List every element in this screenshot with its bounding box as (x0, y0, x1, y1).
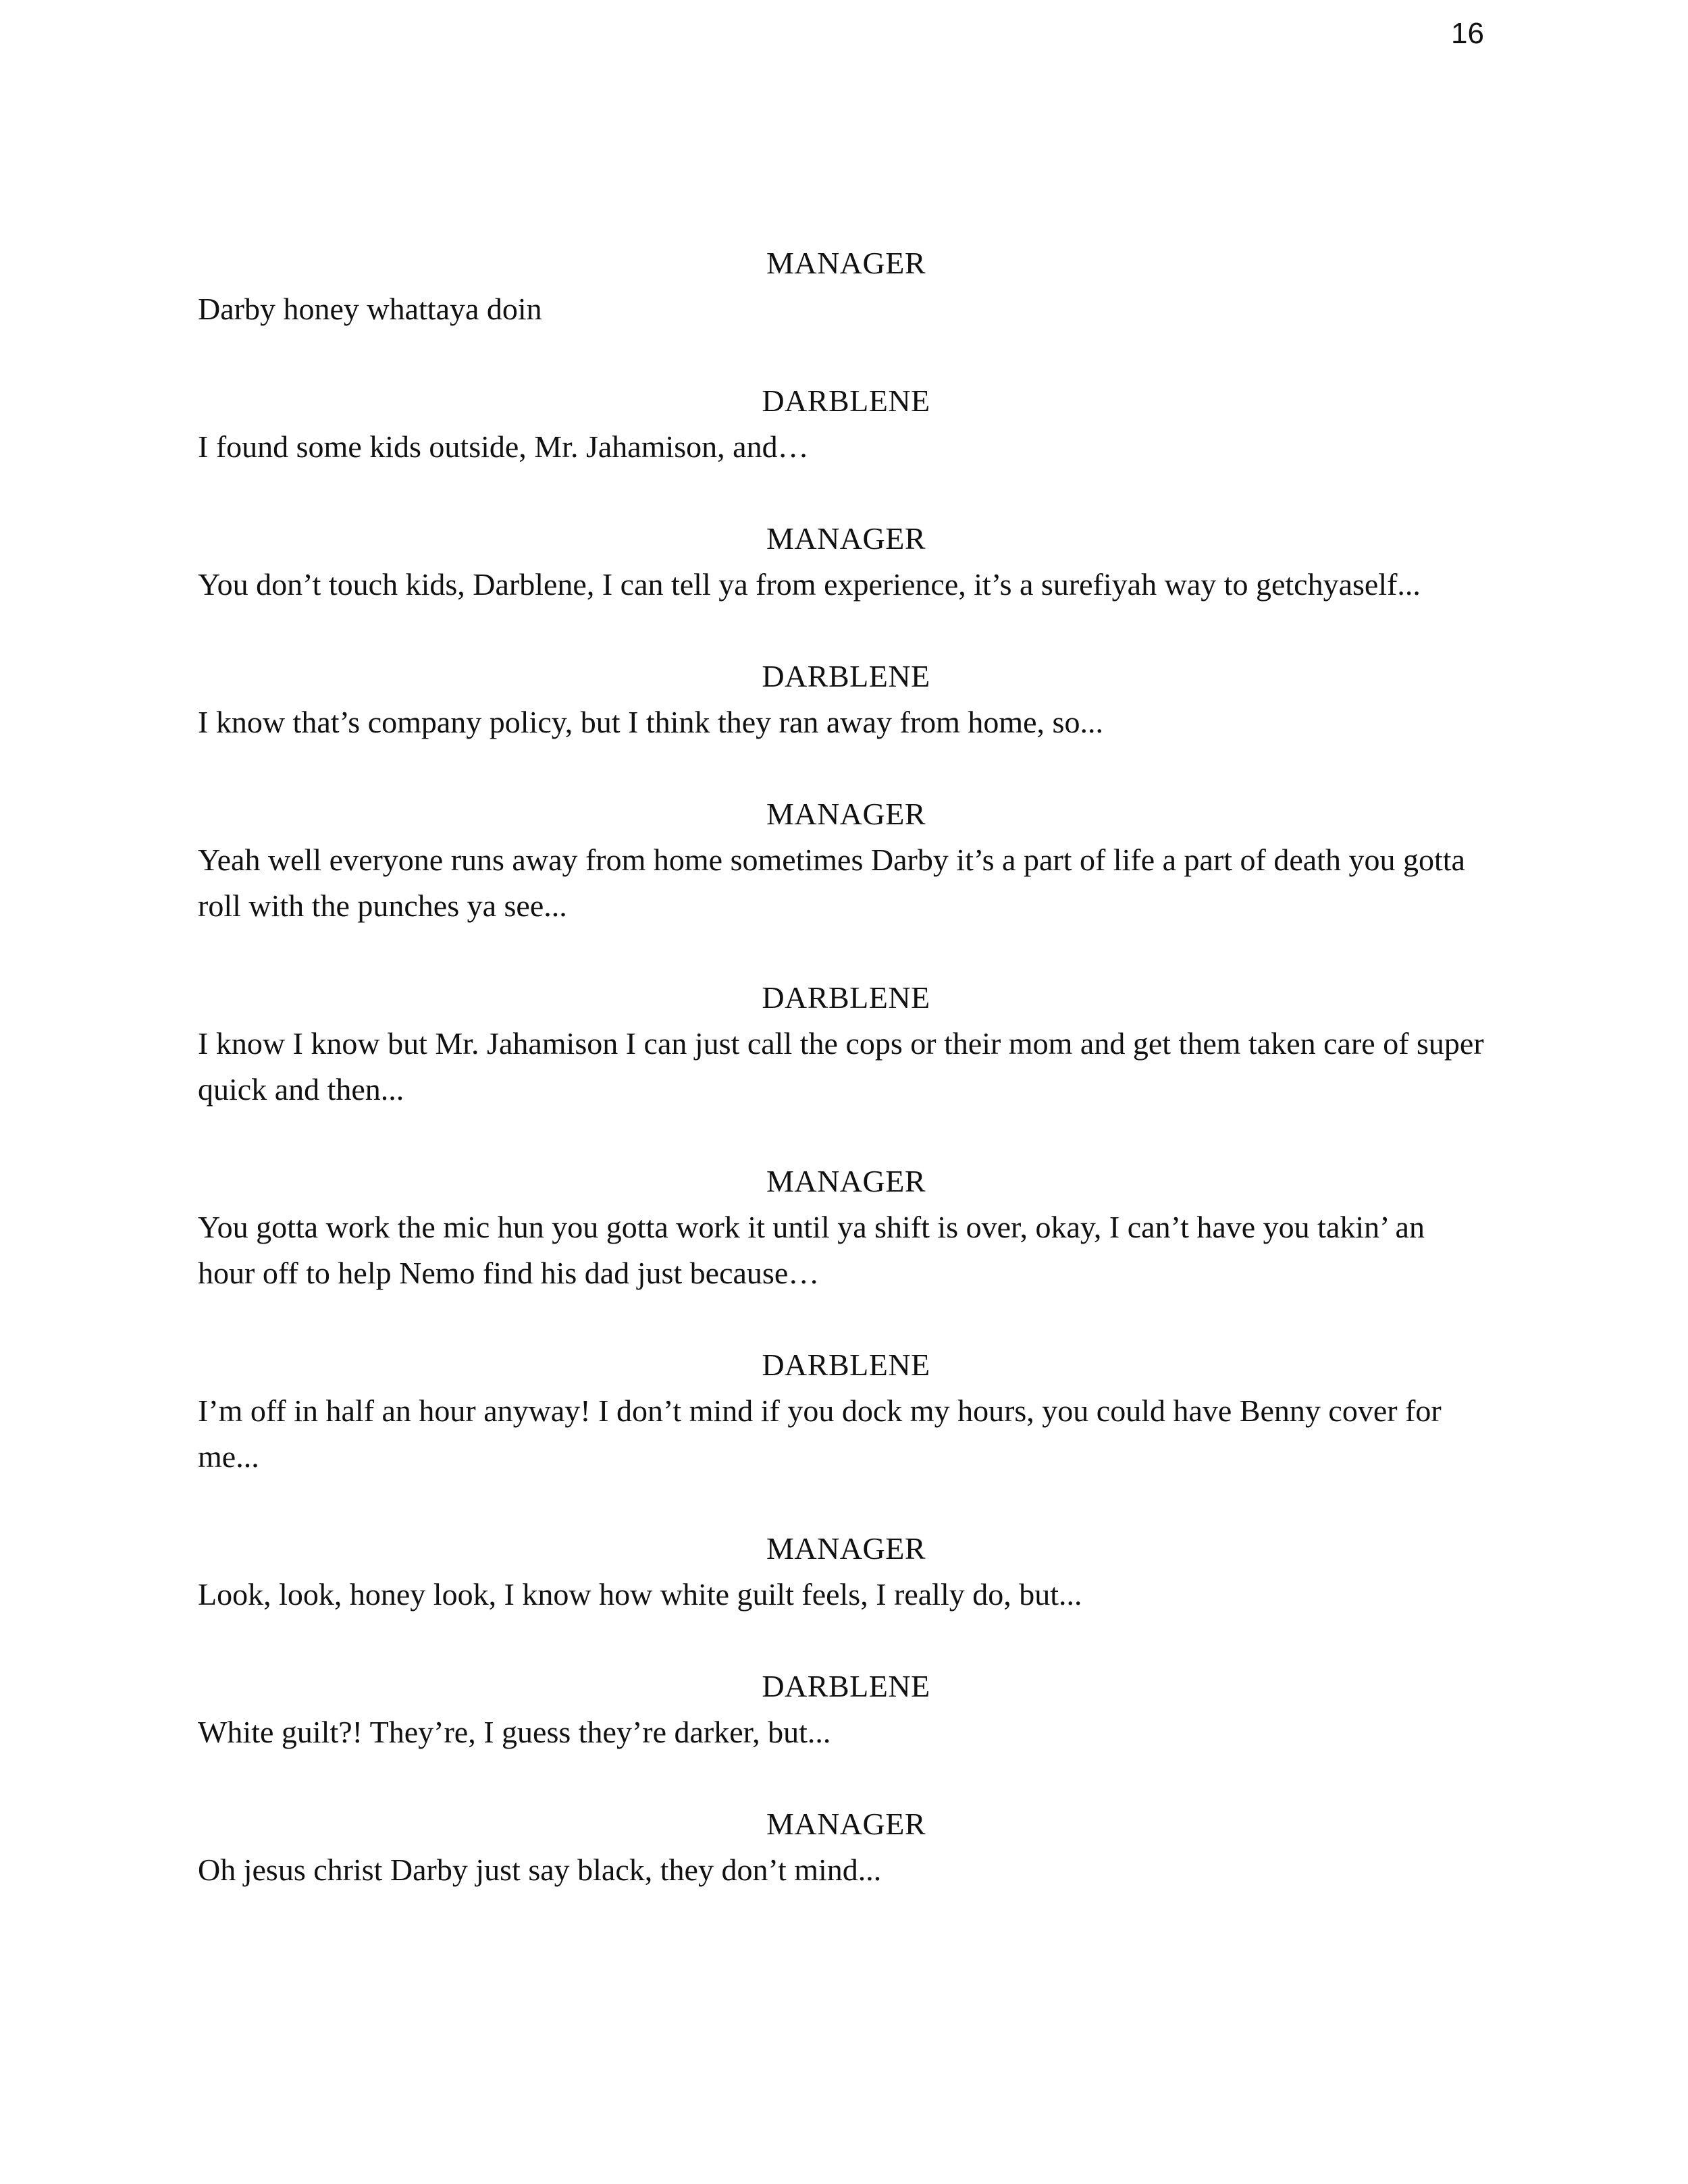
dialogue-line: You gotta work the mic hun you gotta work it until ya shift is over, okay, I can’t have you takin’ an hour off to help Nemo find his dad just because… (198, 1210, 1425, 1290)
dialogue-cue (198, 1801, 1487, 1893)
character-name: MANAGER (766, 1531, 926, 1566)
dialogue-cue (198, 516, 1487, 608)
character-name: DARBLENE (762, 1669, 930, 1703)
dialogue-cue (198, 378, 1487, 470)
dialogue-line: I found some kids outside, Mr. Jahamison, and… (198, 429, 809, 464)
dialogue-cue (198, 1663, 1487, 1755)
dialogue-cue (198, 1526, 1487, 1618)
dialogue-line: Look, look, honey look, I know how white guilt feels, I really do, but... (198, 1577, 1082, 1612)
character-name: DARBLENE (762, 659, 930, 693)
dialogue-line: You don’t touch kids, Darblene, I can tell ya from experience, it’s a surefiyah way to getchyaself... (198, 567, 1421, 602)
dialogue-line: I’m off in half an hour anyway! I don’t mind if you dock my hours, you could have Benny cover for me... (198, 1393, 1442, 1474)
character-name: DARBLENE (762, 980, 930, 1015)
character-name: MANAGER (766, 797, 926, 831)
page-number: 16 (1451, 17, 1484, 50)
dialogue-cue (198, 975, 1487, 1113)
dialogue-line: White guilt?! They’re, I guess they’re darker, but... (198, 1715, 831, 1749)
character-name: MANAGER (766, 521, 926, 556)
dialogue-cue (198, 1158, 1487, 1296)
dialogue-line: Yeah well everyone runs away from home sometimes Darby it’s a part of life a part of death you gotta roll with the punches ya see... (198, 843, 1465, 923)
dialogue-line: I know I know but Mr. Jahamison I can just call the cops or their mom and get them taken care of super quick and then... (198, 1026, 1484, 1107)
dialogue-cue (198, 654, 1487, 745)
character-name: DARBLENE (762, 383, 930, 418)
dialogue-line: Darby honey whattaya doin (198, 292, 542, 326)
character-name: MANAGER (766, 246, 926, 280)
dialogue-line: Oh jesus christ Darby just say black, they don’t mind... (198, 1853, 882, 1887)
character-name: DARBLENE (762, 1348, 930, 1382)
dialogue-cue (198, 240, 1487, 332)
character-name: MANAGER (766, 1164, 926, 1198)
dialogue-cue (198, 1342, 1487, 1480)
dialogue-line: I know that’s company policy, but I think they ran away from home, so... (198, 705, 1103, 739)
script-body (198, 240, 1487, 1939)
character-name: MANAGER (766, 1807, 926, 1841)
dialogue-cue (198, 791, 1487, 929)
